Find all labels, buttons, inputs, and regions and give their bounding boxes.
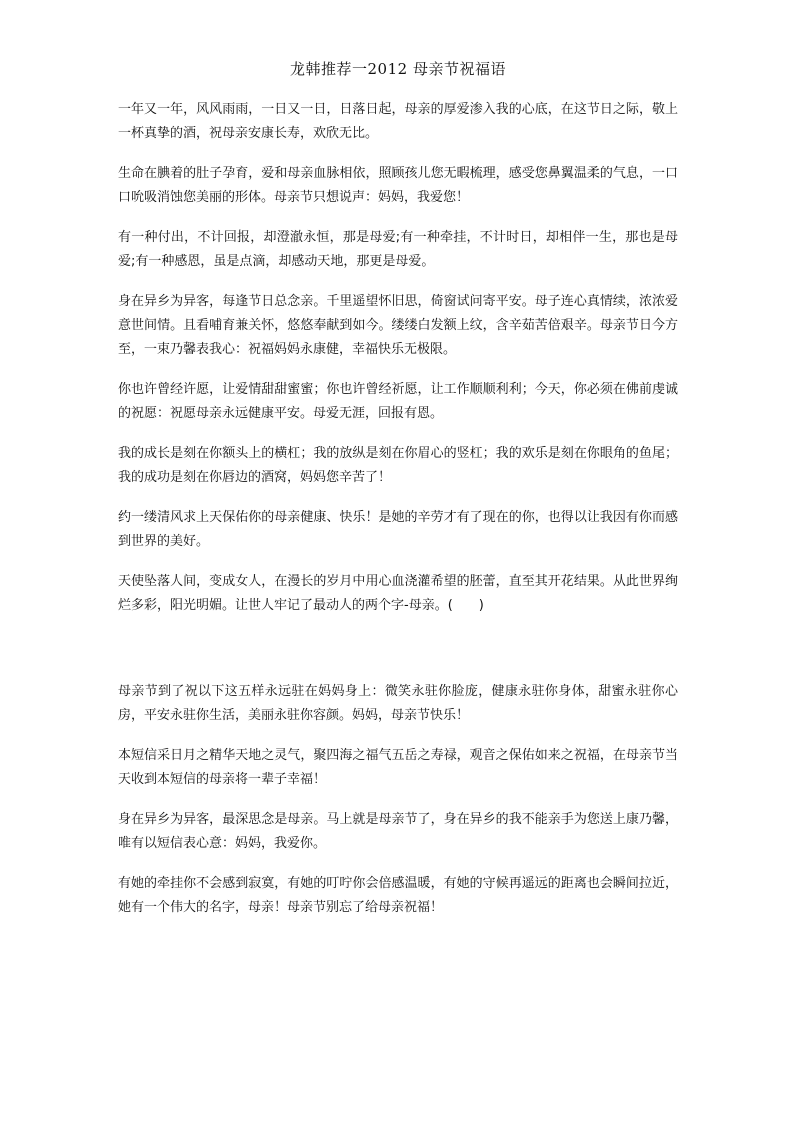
page-title: 龙韩推荐一2012 母亲节祝福语 <box>290 60 506 78</box>
paragraph: 母亲节到了祝以下这五样永远驻在妈妈身上：微笑永驻你脸庞，健康永驻你身体，甜蜜永驻你心房，平安永驻你生活，美丽永驻你容颜。妈妈，母亲节快乐！ <box>118 684 678 723</box>
paragraph: 天使坠落人间，变成女人，在漫长的岁月中用心血浇灌希望的胚蕾，直至其开花结果。从此世界绚烂多彩，阳光明媚。让世人牢记了最动人的两个字-母亲。( ) <box>118 574 678 613</box>
paragraph: 本短信采日月之精华天地之灵气，聚四海之福气五岳之寿禄，观音之保佑如来之祝福，在母亲节当天收到本短信的母亲将一辈子幸福！ <box>118 748 678 787</box>
paragraph: 约一缕清风求上天保佑你的母亲健康、快乐！是她的辛劳才有了现在的你，也得以让我因有你而感到世界的美好。 <box>118 510 678 549</box>
paragraph: 一年又一年，风风雨雨，一日又一日，日落日起，母亲的厚爱渗入我的心底，在这节日之际，敬上一杯真挚的酒，祝母亲安康长寿，欢欣无比。 <box>118 102 678 141</box>
paragraph: 有一种付出，不计回报，却澄澈永恒，那是母爱;有一种牵挂，不计时日，却相伴一生，那也是母爱;有一种感恩，虽是点滴，却感动天地，那更是母爱。 <box>118 230 678 269</box>
paragraph: 你也许曾经许愿，让爱情甜甜蜜蜜；你也许曾经祈愿，让工作顺顺利利；今天，你必须在佛前虔诚的祝愿：祝愿母亲永远健康平安。母爱无涯，回报有恩。 <box>118 382 678 421</box>
section-gap <box>118 634 678 680</box>
paragraph: 我的成长是刻在你额头上的横杠；我的放纵是刻在你眉心的竖杠；我的欢乐是刻在你眼角的鱼尾；我的成功是刻在你唇边的酒窝，妈妈您辛苦了！ <box>118 446 678 485</box>
paragraph: 身在异乡为异客，每逢节日总念亲。千里遥望怀旧思，倚窗试问寄平安。母子连心真情续，浓浓爱意世间情。且看哺育兼关怀，悠悠奉献到如今。缕缕白发额上纹，含辛茹苦倍艰辛。母亲节日今方至，一束乃馨表我心：祝福妈妈永康健，幸福快乐无极限。 <box>118 294 678 357</box>
document-page <box>118 58 678 936</box>
paragraph: 生命在腆着的肚子孕育，爱和母亲血脉相依，照顾孩儿您无暇梳理，感受您鼻翼温柔的气息，一口口吮吸消蚀您美丽的形体。母亲节只想说声：妈妈，我爱您！ <box>118 166 678 205</box>
paragraph: 身在异乡为异客，最深思念是母亲。马上就是母亲节了，身在异乡的我不能亲手为您送上康乃馨，唯有以短信表心意：妈妈，我爱你。 <box>118 812 678 851</box>
paragraph: 有她的牵挂你不会感到寂寞，有她的叮咛你会倍感温暖，有她的守候再遥远的距离也会瞬间拉近，她有一个伟大的名字，母亲！母亲节别忘了给母亲祝福！ <box>118 876 678 915</box>
